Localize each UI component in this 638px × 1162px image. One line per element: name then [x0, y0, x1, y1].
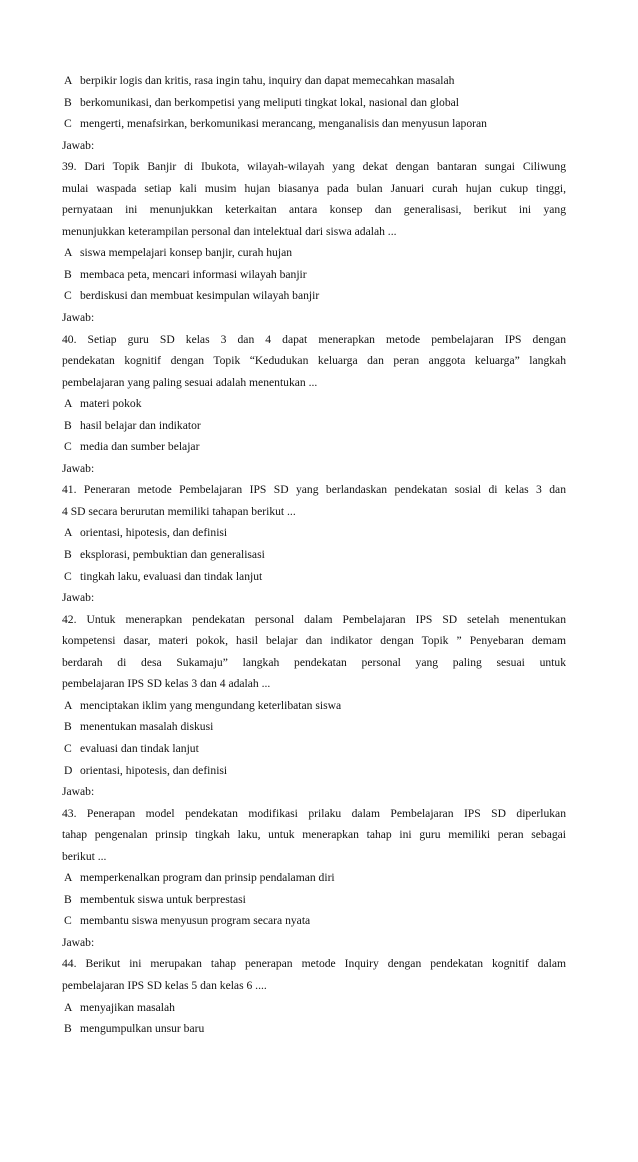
option-letter: B	[64, 548, 72, 562]
question-line: pembelajaran IPS SD kelas 3 dan 4 adalah ...	[62, 677, 271, 691]
answer-option	[62, 264, 566, 286]
question-line: tahap pengenalan prinsip tingkah laku, untuk menerapkan tahap ini guru memiliki peran sebagai	[62, 828, 566, 842]
answer-option	[62, 716, 566, 738]
answer-option	[62, 760, 566, 782]
option-text: membantu siswa menyusun program secara nyata	[80, 914, 311, 928]
answer-option	[62, 867, 566, 889]
answer-option	[62, 889, 566, 911]
question-line: pembelajaran IPS SD kelas 5 dan kelas 6 ....	[62, 978, 267, 992]
option-letter: B	[64, 892, 72, 906]
answer-option	[62, 415, 566, 437]
option-text: tingkah laku, evaluasi dan tindak lanjut	[80, 569, 263, 583]
question-text	[62, 329, 566, 394]
question-line: berikut ...	[62, 849, 107, 863]
option-text: mengumpulkan unsur baru	[80, 1022, 205, 1036]
option-text: menyajikan masalah	[80, 1000, 175, 1014]
answer-option	[62, 910, 566, 932]
question-line: 40. Setiap guru SD kelas 3 dan 4 dapat menerapkan metode pembelajaran IPS dengan	[62, 332, 566, 346]
option-text: berkomunikasi, dan berkompetisi yang meliputi tingkat lokal, nasional dan global	[80, 95, 459, 109]
answer-label: Jawab:	[62, 138, 95, 152]
answer-option	[62, 1018, 566, 1040]
answer-option	[62, 436, 566, 458]
option-letter: A	[64, 871, 73, 885]
answer-option	[62, 544, 566, 566]
question-text	[62, 609, 566, 695]
option-letter: A	[64, 246, 73, 260]
option-text: membentuk siswa untuk berprestasi	[80, 892, 246, 906]
option-text: mengerti, menafsirkan, berkomunikasi merancang, menganalisis dan menyusun laporan	[80, 117, 487, 131]
option-text: materi pokok	[80, 397, 142, 411]
option-text: berpikir logis dan kritis, rasa ingin tahu, inquiry dan dapat memecahkan masalah	[80, 74, 455, 87]
document-page	[62, 70, 566, 1040]
option-letter: B	[64, 418, 72, 432]
option-letter: A	[64, 397, 73, 411]
answer-option	[62, 70, 566, 92]
question-line: mulai waspada setiap kali musim hujan biasanya pada bulan Januari curah hujan cukup tinggi,	[62, 181, 566, 195]
answer-option	[62, 242, 566, 264]
option-letter: B	[64, 720, 72, 734]
question-line: 4 SD secara berurutan memiliki tahapan berikut ...	[62, 504, 296, 518]
answer-option	[62, 92, 566, 114]
option-text: memperkenalkan program dan prinsip pendalaman diri	[80, 871, 335, 885]
option-text: siswa mempelajari konsep banjir, curah hujan	[80, 246, 293, 260]
question-line: 43. Penerapan model pendekatan modifikasi prilaku dalam Pembelajaran IPS SD diperlukan	[62, 806, 566, 820]
question-line: kompetensi dasar, materi pokok, hasil belajar dan indikator dengan Topik ” Penyebaran demam	[62, 634, 566, 648]
option-letter: C	[64, 569, 72, 583]
question-line: pendekatan kognitif dengan Topik “Kedudukan keluarga dan peran anggota keluarga” langkah	[62, 354, 566, 368]
option-letter: C	[64, 741, 72, 755]
answer-label: Jawab:	[62, 591, 95, 605]
question-text	[62, 156, 566, 242]
option-letter: C	[64, 289, 72, 303]
option-letter: B	[64, 95, 72, 109]
option-text: menentukan masalah diskusi	[80, 720, 214, 734]
option-text: evaluasi dan tindak lanjut	[80, 741, 199, 755]
question-text	[62, 953, 566, 996]
answer-option	[62, 113, 566, 135]
option-letter: A	[64, 526, 73, 540]
question-line: 42. Untuk menerapkan pendekatan personal dalam Pembelajaran IPS SD setelah menentukan	[62, 612, 566, 626]
option-text: orientasi, hipotesis, dan definisi	[80, 763, 228, 777]
answer-option	[62, 566, 566, 588]
answer-label: Jawab:	[62, 935, 95, 949]
option-text: orientasi, hipotesis, dan definisi	[80, 526, 228, 540]
question-text	[62, 479, 566, 522]
question-line: pembelajaran yang paling sesuai adalah menentukan ...	[62, 375, 318, 389]
answer-option	[62, 738, 566, 760]
option-text: media dan sumber belajar	[80, 440, 200, 454]
question-text	[62, 803, 566, 868]
option-letter: C	[64, 914, 72, 928]
answer-option	[62, 393, 566, 415]
option-text: membaca peta, mencari informasi wilayah banjir	[80, 267, 307, 281]
answer-label: Jawab:	[62, 461, 95, 475]
question-line: menunjukkan keterampilan personal dan intelektual dari siswa adalah ...	[62, 224, 397, 238]
answer-option	[62, 522, 566, 544]
option-text: menciptakan iklim yang mengundang keterlibatan siswa	[80, 698, 342, 712]
option-text: hasil belajar dan indikator	[80, 418, 201, 432]
answer-option	[62, 285, 566, 307]
question-line: 41. Peneraran metode Pembelajaran IPS SD yang berlandaskan pendekatan sosial di kelas 3 dan	[62, 483, 566, 497]
option-letter: A	[64, 74, 73, 87]
option-text: eksplorasi, pembuktian dan generalisasi	[80, 548, 265, 562]
option-letter: B	[64, 1022, 72, 1036]
question-line: berdarah di desa Sukamaju” langkah pendekatan personal yang paling sesuai untuk	[62, 655, 566, 669]
option-letter: A	[64, 1000, 73, 1014]
option-letter: D	[64, 763, 73, 777]
option-letter: A	[64, 698, 73, 712]
option-letter: C	[64, 440, 72, 454]
question-line: pernyataan ini menunjukkan keterkaitan antara konsep dan generalisasi, berikut ini yang	[62, 203, 566, 217]
option-text: berdiskusi dan membuat kesimpulan wilayah banjir	[80, 289, 320, 303]
option-letter: C	[64, 117, 72, 131]
answer-label: Jawab:	[62, 311, 95, 325]
option-letter: B	[64, 267, 72, 281]
question-line: 44. Berikut ini merupakan tahap penerapan metode Inquiry dengan pendekatan kognitif dalam	[62, 957, 566, 971]
answer-option	[62, 695, 566, 717]
question-line: 39. Dari Topik Banjir di Ibukota, wilayah-wilayah yang dekat dengan bantaran sungai Ciliwung	[62, 160, 566, 174]
answer-option	[62, 997, 566, 1019]
answer-label: Jawab:	[62, 785, 95, 799]
